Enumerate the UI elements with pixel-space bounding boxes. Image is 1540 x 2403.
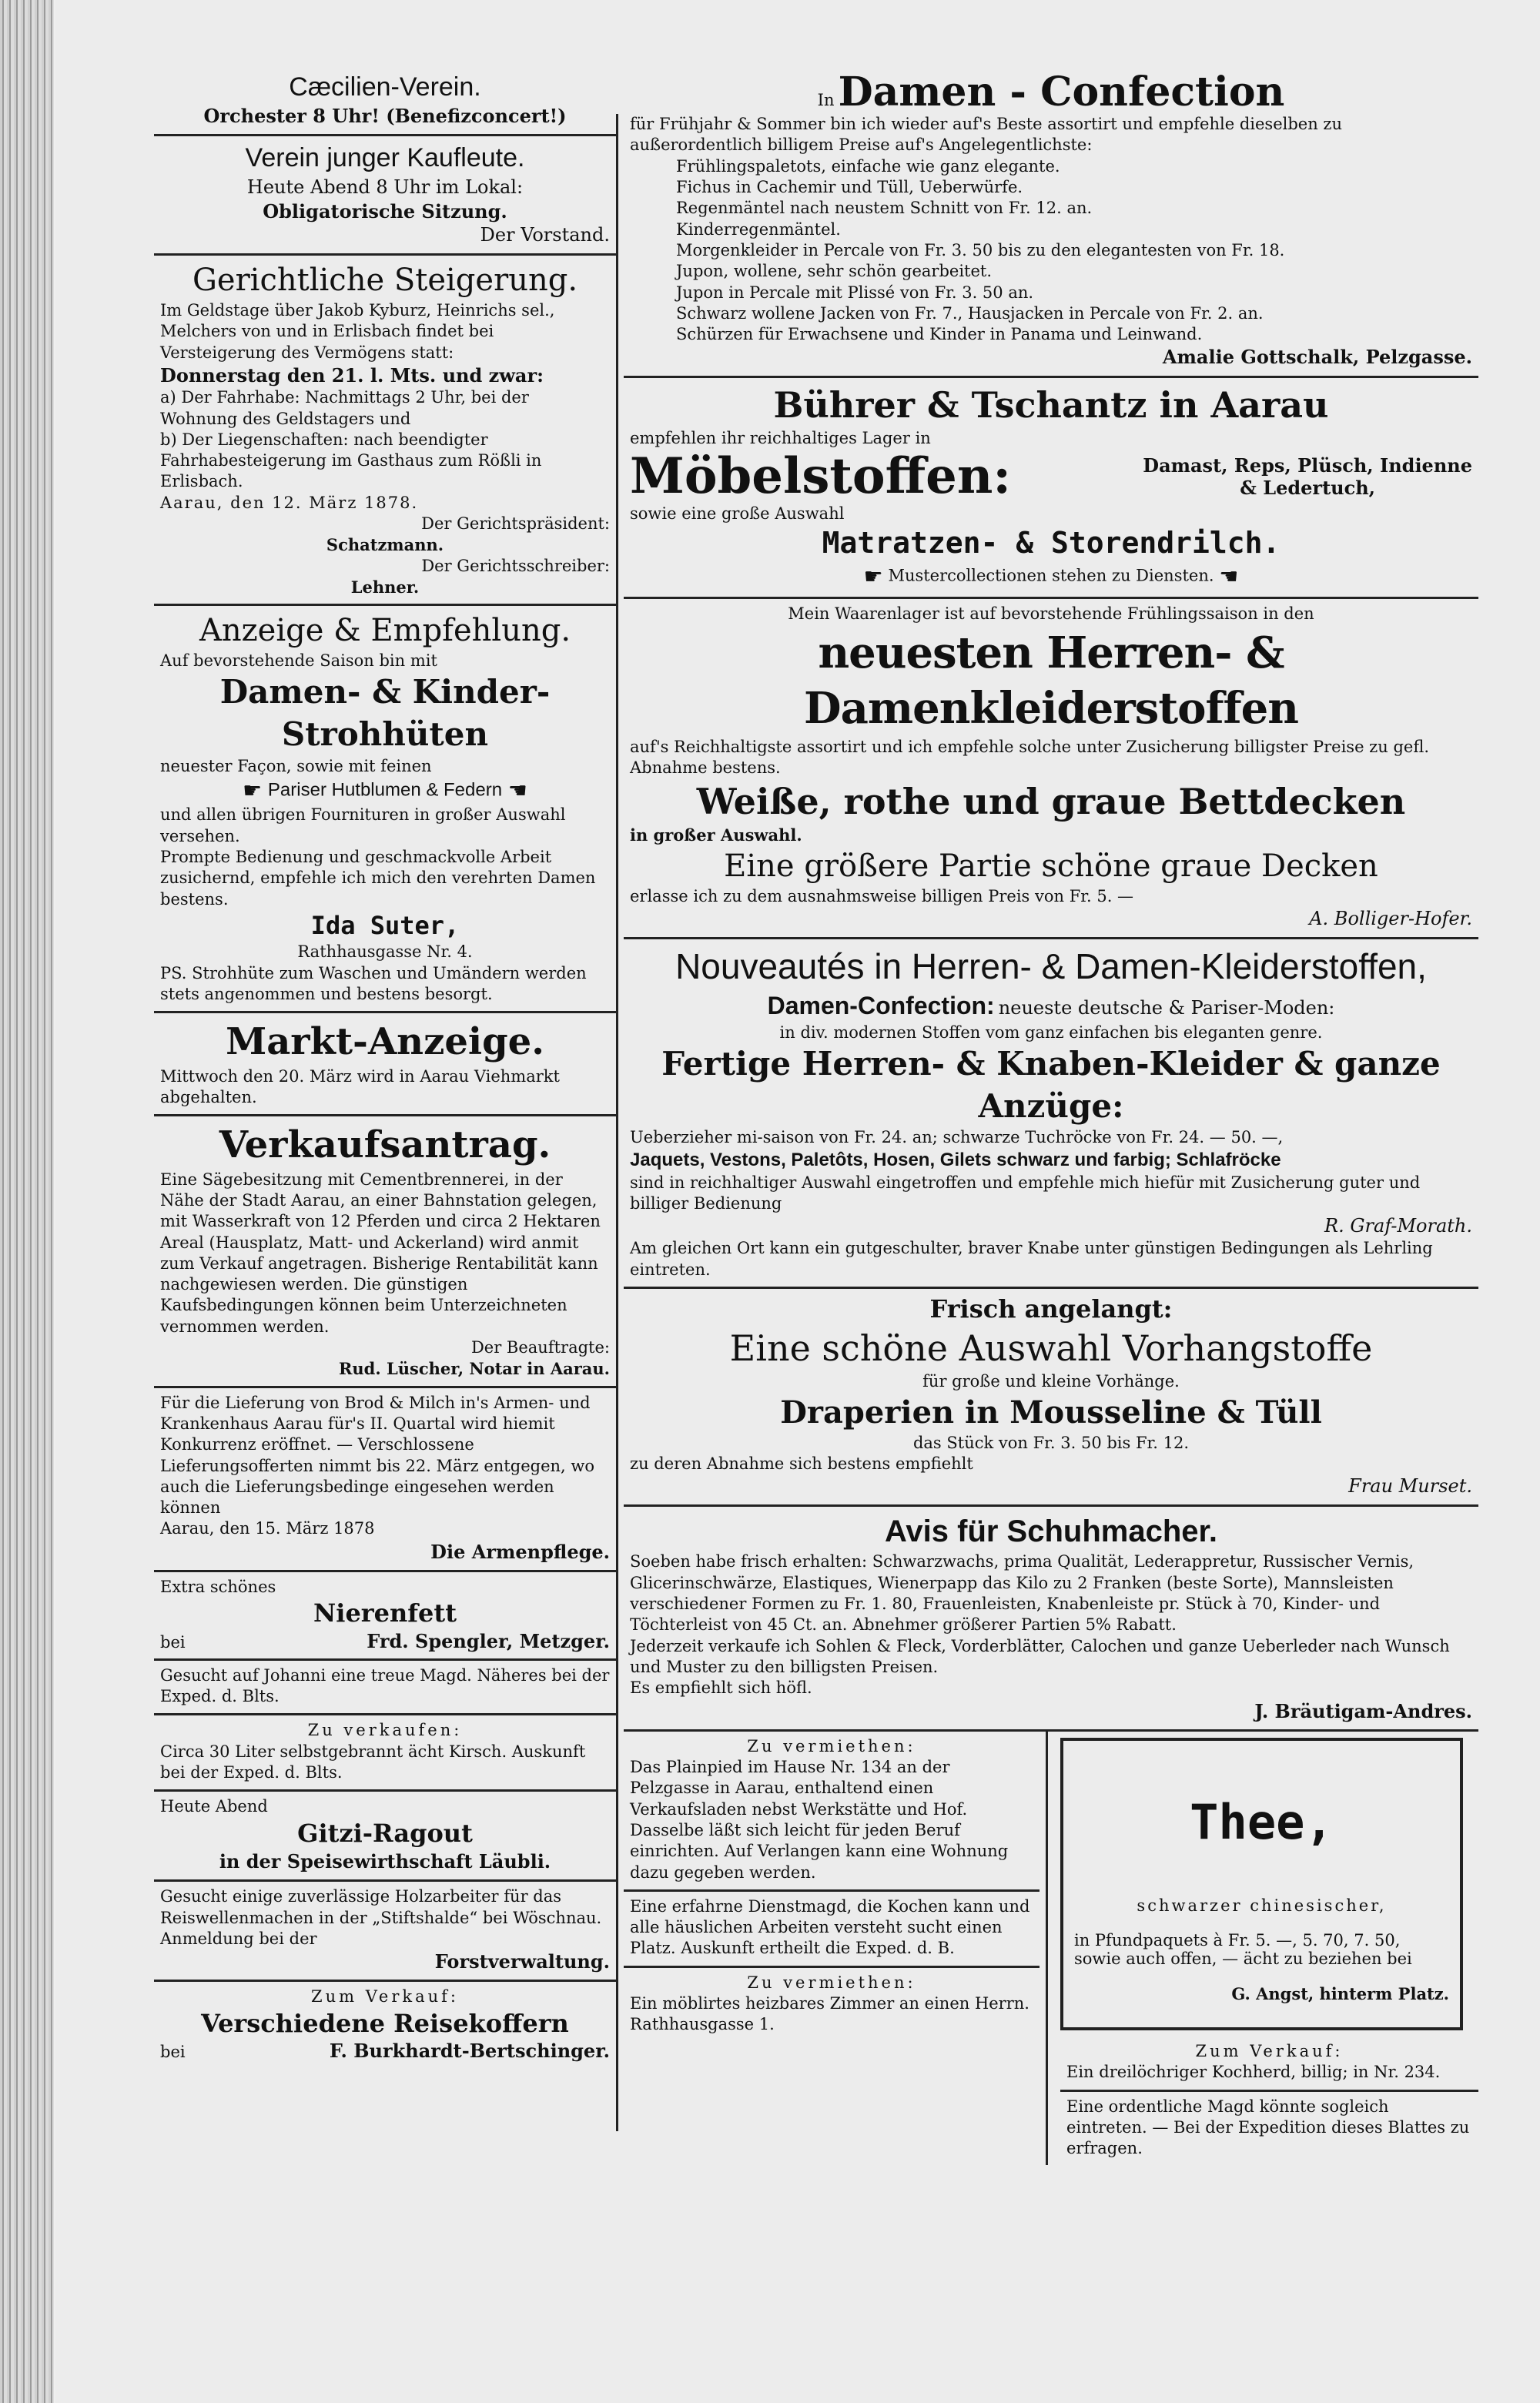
anzeige-title: Anzeige & Empfehlung. xyxy=(199,613,571,649)
ad-gitzi xyxy=(154,1792,616,1882)
confection-sign: Amalie Gottschalk, Pelzgasse. xyxy=(1162,346,1472,369)
nierenfett-row xyxy=(160,1630,610,1652)
buehrer-side2: & Ledertuch, xyxy=(1240,476,1376,499)
nierenfett-line2: bei xyxy=(160,1632,186,1652)
ad-markt xyxy=(154,1013,616,1116)
dienstmagd-body: Eine erfahrne Dienstmagd, die Kochen kann und alle häuslichen Arbeiten versteht sucht einen Platz. Auskunft ertheilt die Exped. d. B. xyxy=(630,1896,1030,1958)
ad-magd xyxy=(154,1661,616,1716)
murset-line3: zu deren Abnahme sich bestens empfiehlt xyxy=(630,1454,973,1473)
murset-head: Frisch angelangt: xyxy=(929,1294,1173,1324)
ad-buehrer xyxy=(624,378,1478,600)
buehrer-row xyxy=(630,447,1472,505)
koffer-line1: bei xyxy=(160,2043,186,2062)
ad-kaufleute xyxy=(154,136,616,256)
steigerung-b: b) Der Liegenschaften: nach beendigter Fahrhabesteigerung im Gasthaus zum Rößli in Erlisbach. xyxy=(160,430,542,491)
schuh-line2: Jederzeit verkaufe ich Sohlen & Fleck, Vorderblätter, Calochen und ganze Ueberleder nach Wunsch und Muster zu den billigsten Preisen. xyxy=(630,1636,1450,1676)
thee-line2: in Pfundpaquets à Fr. 5. —, 5. 70, 7. 50, sowie auch offen, — ächt zu beziehen bei xyxy=(1074,1930,1412,1968)
verkauf-title: Verkaufsantrag. xyxy=(219,1123,551,1167)
pointing-hand-left-icon: ☚ xyxy=(1219,563,1239,589)
ad-thee xyxy=(1060,1738,1463,2030)
markt-line1: Mittwoch den 20. März wird in Aarau Viehmarkt abgehalten. xyxy=(160,1066,560,1106)
thee-line1: schwarzer chinesischer, xyxy=(1137,1896,1387,1915)
bolliger-big2: Weiße, rothe und graue Bettdecken xyxy=(696,780,1406,822)
graf-line3: Jaquets, Vestons, Paletôts, Hosen, Gilets schwarz und farbig; Schlafröcke xyxy=(630,1150,1281,1171)
buehrer-line2: sowie eine große Auswahl xyxy=(630,504,845,524)
buehrer-side xyxy=(1143,454,1472,499)
confection-item: Fichus in Cachemir und Tüll, Ueberwürfe. xyxy=(676,178,1023,197)
vermieten2-head: Zu vermiethen: xyxy=(747,1973,916,1992)
gitzi-line2: in der Speisewirthschaft Läubli. xyxy=(219,1850,551,1873)
kaufleute-sign: Der Vorstand. xyxy=(480,223,610,246)
gitzi-line1: Heute Abend xyxy=(160,1797,268,1816)
gitzi-big: Gitzi-Ragout xyxy=(297,1818,473,1848)
ad-graf xyxy=(624,939,1478,1289)
steigerung-a: a) Der Fahrhabe: Nachmittags 2 Uhr, bei der Wohnung des Geldstagers und xyxy=(160,388,529,428)
confection-title-row xyxy=(630,70,1472,114)
schuh-sign: J. Bräutigam-Andres. xyxy=(1254,1699,1472,1722)
verkauf-body: Eine Sägebesitzung mit Cementbrennerei, in der Nähe der Stadt Aarau, an einer Bahnstation gelegen, mit Wasserkraft von 12 Pferden und circa 2 Hektaren Areal (Hausplatz, Matt- und Ackerland) wird anmit zum Verkauf angetragen. Bisherige Rentabilität kann nachgewiesen werden. Die günstigen Kaufsbedingungen können beim Unterzeichneten vernommen werden. xyxy=(160,1170,601,1336)
magd-body: Gesucht auf Johanni eine treue Magd. Näheres bei der Exped. d. Blts. xyxy=(160,1665,610,1706)
ad-vermieten1 xyxy=(624,1732,1040,1892)
graf-line2: Ueberzieher mi-saison von Fr. 24. an; schwarze Tuchröcke von Fr. 24. — 50. —, xyxy=(630,1128,1284,1147)
koffer-name: F. Burkhardt-Bertschinger. xyxy=(329,2040,610,2063)
schuh-title: Avis für Schuhmacher. xyxy=(885,1514,1217,1549)
ad-kirsch xyxy=(154,1715,616,1792)
ad-murset xyxy=(624,1289,1478,1507)
murset-big: Eine schöne Auswahl Vorhangstoffe xyxy=(729,1327,1373,1369)
buehrer-side1: Damast, Reps, Plüsch, Indienne xyxy=(1143,453,1472,477)
steigerung-title: Gerichtliche Steigerung. xyxy=(192,263,578,299)
graf-sub1: Damen-Confection: xyxy=(767,992,995,1020)
anzeige-name: Ida Suter, xyxy=(310,910,460,940)
pointing-hand-left-icon: ☚ xyxy=(507,777,527,803)
vermieten1-body: Das Plainpied im Hause Nr. 134 an der Pelzgasse in Aarau, enthaltend einen Verkaufsladen nebst Werkstätte und Hof. Dasselbe läßt sich leicht für jeden Beruf einrichten. Auf Verlangen kann eine Wohnung dazu gegeben werden. xyxy=(630,1758,1009,1882)
holz-body: Gesucht einige zuverlässige Holzarbeiter für das Reiswellenmachen in der „Stiftshalde“ bei Wöschnau. Anmeldung bei der xyxy=(160,1887,602,1948)
steigerung-place: Aarau, den 12. März 1878. xyxy=(160,493,419,512)
kaufleute-line2: Obligatorische Sitzung. xyxy=(263,199,507,223)
kaufleute-line1: Heute Abend 8 Uhr im Lokal: xyxy=(246,176,524,198)
anzeige-line3-row xyxy=(160,777,610,805)
confection-pre: In xyxy=(817,91,835,109)
nierenfett-big: Nierenfett xyxy=(313,1598,457,1628)
magd2-body: Eine ordentliche Magd könnte sogleich eintreten. — Bei der Expedition dieses Blattes zu erfragen. xyxy=(1066,2097,1470,2158)
buehrer-title: Bührer & Tschantz in Aarau xyxy=(773,383,1329,426)
ad-caecilien xyxy=(154,65,616,136)
markt-title: Markt-Anzeige. xyxy=(226,1020,544,1064)
confection-item: Morgenkleider in Percale von Fr. 3. 50 bis zu den elegantesten von Fr. 18. xyxy=(676,240,1285,259)
nierenfett-name: Frd. Spengler, Metzger. xyxy=(367,1629,610,1652)
left-column xyxy=(154,65,616,2068)
thee-name: G. Angst, hinterm Platz. xyxy=(1231,1983,1449,2003)
kaufleute-title: Verein junger Kaufleute. xyxy=(245,143,525,173)
ad-confection xyxy=(624,65,1478,378)
right-column xyxy=(624,65,1478,2165)
graf-line1: in div. modernen Stoffen vom ganz einfachen bis eleganten genre. xyxy=(779,1022,1323,1042)
confection-intro: für Frühjahr & Sommer bin ich wieder auf's Beste assortirt und empfehle dieselben zu außerordentlich billigem Preise auf's Angelegentlichste: xyxy=(630,115,1342,155)
verkauf-role: Der Beauftragte: xyxy=(470,1338,610,1357)
anzeige-line5: Prompte Bedienung und geschmackvolle Arbeit zusichernd, empfehle ich mich den verehrten Damen bestens. xyxy=(160,847,596,909)
bottom-right xyxy=(1048,1732,1478,2166)
ad-koffer xyxy=(154,1982,616,2068)
schuh-line3: Es empfiehlt sich höfl. xyxy=(630,1678,812,1698)
graf-sign: R. Graf-Morath. xyxy=(1324,1215,1472,1237)
ad-dienstmagd xyxy=(624,1892,1040,1968)
kirsch-body: Circa 30 Liter selbstgebrannt ächt Kirsch. Auskunft bei der Exped. d. Blts. xyxy=(160,1742,586,1782)
anzeige-line2: neuester Façon, sowie mit feinen xyxy=(160,756,432,775)
buehrer-line3-row xyxy=(630,563,1472,591)
bottom-split xyxy=(624,1732,1478,2166)
ad-bolliger xyxy=(624,599,1478,939)
holz-sign: Forstverwaltung. xyxy=(434,1950,610,1973)
bottom-left xyxy=(624,1732,1048,2166)
vermieten2-body: Ein möblirtes heizbares Zimmer an einen Herrn. Rathhausgasse 1. xyxy=(630,1994,1029,2034)
anzeige-line1: Auf bevorstehende Saison bin mit xyxy=(160,651,437,671)
ad-anzeige xyxy=(154,606,616,1013)
steigerung-role2: Der Gerichtsschreiber: xyxy=(421,556,610,575)
column-divider xyxy=(616,114,618,2131)
bolliger-line3: in großer Auswahl. xyxy=(630,825,802,845)
kochherd-body: Ein dreilöchriger Kochherd, billig; in Nr. 234. xyxy=(1066,2063,1441,2082)
anzeige-ps: PS. Strohhüte zum Waschen und Umändern werden stets angenommen und bestens besorgt. xyxy=(160,963,587,1004)
pointing-hand-right-icon: ☛ xyxy=(243,777,263,803)
murset-sign: Frau Murset. xyxy=(1348,1475,1472,1498)
koffer-head: Zum Verkauf: xyxy=(310,1987,460,2006)
graf-line4: sind in reichhaltiger Auswahl eingetroffen und empfehle mich hiefür mit Zusicherung guter und billiger Bedienung xyxy=(630,1173,1421,1213)
ad-armen xyxy=(154,1388,616,1572)
bolliger-line2: auf's Reichhaltigste assortirt und ich empfehle solche unter Zusicherung billigster Preise zu gefl. Abnahme bestens. xyxy=(630,738,1430,778)
steigerung-name1: Schatzmann. xyxy=(326,535,444,555)
confection-item: Regenmäntel nach neustem Schnitt von Fr. 12. an. xyxy=(676,199,1093,218)
bolliger-sign: A. Bolliger-Hofer. xyxy=(1309,908,1472,930)
confection-item: Jupon in Percale mit Plissé von Fr. 3. 50 an. xyxy=(676,283,1034,302)
pointing-hand-right-icon: ☛ xyxy=(863,563,883,589)
nierenfett-line1: Extra schönes xyxy=(160,1577,276,1596)
anzeige-line4: und allen übrigen Fournituren in großer Auswahl versehen. xyxy=(160,805,566,845)
kochherd-head: Zum Verkauf: xyxy=(1195,2041,1344,2060)
verkauf-sign: Rud. Lüscher, Notar in Aarau. xyxy=(338,1359,610,1379)
ad-kochherd xyxy=(1060,2037,1478,2092)
buehrer-line1: empfehlen ihr reichhaltiges Lager in xyxy=(630,429,931,448)
buehrer-big: Möbelstoffen: xyxy=(630,447,1011,505)
graf-sub-row xyxy=(630,990,1472,1022)
anzeige-line3: Pariser Hutblumen & Federn xyxy=(267,779,503,801)
bolliger-line1: Mein Waarenlager ist auf bevorstehende Frühlingssaison in den xyxy=(788,604,1314,624)
ad-steigerung xyxy=(154,256,616,606)
ad-nierenfett xyxy=(154,1572,616,1661)
steigerung-date: Donnerstag den 21. l. Mts. und zwar: xyxy=(160,364,544,387)
steigerung-role1: Der Gerichtspräsident: xyxy=(421,514,610,533)
murset-big2: Draperien in Mousseline & Tüll xyxy=(780,1394,1322,1431)
kirsch-head: Zu verkaufen: xyxy=(307,1721,463,1740)
koffer-row xyxy=(160,2040,610,2062)
anzeige-addr: Rathhausgasse Nr. 4. xyxy=(297,942,473,962)
caecilien-title: Cæcilien-Verein. xyxy=(289,72,481,102)
graf-line5: Am gleichen Ort kann ein gutgeschulter, braver Knabe unter günstigen Bedingungen als Lehrling eintreten. xyxy=(630,1239,1433,1279)
murset-line1: für große und kleine Vorhänge. xyxy=(922,1372,1180,1391)
ad-holz xyxy=(154,1882,616,1982)
koffer-big: Verschiedene Reisekoffern xyxy=(201,2008,569,2038)
graf-title: Nouveautés in Herren- & Damen-Kleiderstoffen, xyxy=(675,946,1427,987)
confection-item: Frühlingspaletots, einfache wie ganz elegante. xyxy=(676,156,1060,176)
confection-item: Jupon, wollene, sehr schön gearbeitet. xyxy=(676,262,993,281)
confection-item: Schürzen für Erwachsene und Kinder in Panama und Leinwand. xyxy=(676,325,1203,344)
graf-sub1b: neueste deutsche & Pariser-Moden: xyxy=(998,997,1335,1019)
thee-big: Thee, xyxy=(1190,1793,1334,1850)
anzeige-big: Damen- & Kinder-Strohhüten xyxy=(219,673,551,754)
page-edge xyxy=(0,0,54,2403)
bolliger-big: neuesten Herren- & Damenkleiderstoffen xyxy=(804,627,1298,735)
buehrer-big2: Matratzen- & Storendrilch. xyxy=(822,526,1281,561)
schuh-body: Soeben habe frisch erhalten: Schwarzwachs, prima Qualität, Lederappretur, Russischer Vernis, Glicerinschwärze, Elastiques, Wienerpapp das Kilo zu 2 Franken (beste Sorte), Mannsleisten verschiedener Formen zu Fr. 1. 80, Frauenleisten, Knabenleiste pr. Stück à 70, Kinder- und Töchterleist von 45 Ct. an. Abnehmer größerer Partien 5% Rabatt. xyxy=(630,1552,1414,1635)
ad-magd2 xyxy=(1060,2092,1478,2166)
steigerung-body: Im Geldstage über Jakob Kyburz, Heinrichs sel., Melchers von und in Erlisbach findet bei Versteigerung des Vermögens statt: xyxy=(160,301,555,362)
armen-sign: Die Armenpflege. xyxy=(430,1540,610,1563)
confection-title: Damen - Confection xyxy=(838,69,1285,115)
ad-vermieten2 xyxy=(624,1968,1040,2042)
confection-items xyxy=(630,156,1472,346)
graf-big: Fertige Herren- & Knaben-Kleider & ganze Anzüge: xyxy=(661,1044,1441,1125)
murset-line2: das Stück von Fr. 3. 50 bis Fr. 12. xyxy=(912,1433,1190,1452)
armen-body: Für die Lieferung von Brod & Milch in's Armen- und Krankenhaus Aarau für's II. Quartal wird hiemit Konkurrenz eröffnet. — Verschlossene Lieferungsofferten nimmt bis 22. März entgegen, wo auch die Lieferungsbedinge eingesehen werden können xyxy=(160,1393,594,1518)
confection-item: Schwarz wollene Jacken von Fr. 7., Hausjacken in Percale von Fr. 2. an. xyxy=(676,303,1264,323)
bolliger-line4: erlasse ich zu dem ausnahmsweise billigen Preis von Fr. 5. — xyxy=(630,886,1134,905)
ad-verkauf xyxy=(154,1116,616,1387)
bolliger-big3: Eine größere Partie schöne graue Decken xyxy=(724,848,1378,884)
armen-place: Aarau, den 15. März 1878 xyxy=(160,1519,375,1538)
steigerung-name2: Lehner. xyxy=(350,577,420,597)
ad-schuh xyxy=(624,1507,1478,1731)
buehrer-line3: Mustercollectionen stehen zu Diensten. xyxy=(888,566,1214,585)
vermieten1-head: Zu vermiethen: xyxy=(747,1736,916,1755)
caecilien-line: Orchester 8 Uhr! (Benefizconcert!) xyxy=(203,105,567,128)
confection-item: Kinderregenmäntel. xyxy=(676,219,841,239)
